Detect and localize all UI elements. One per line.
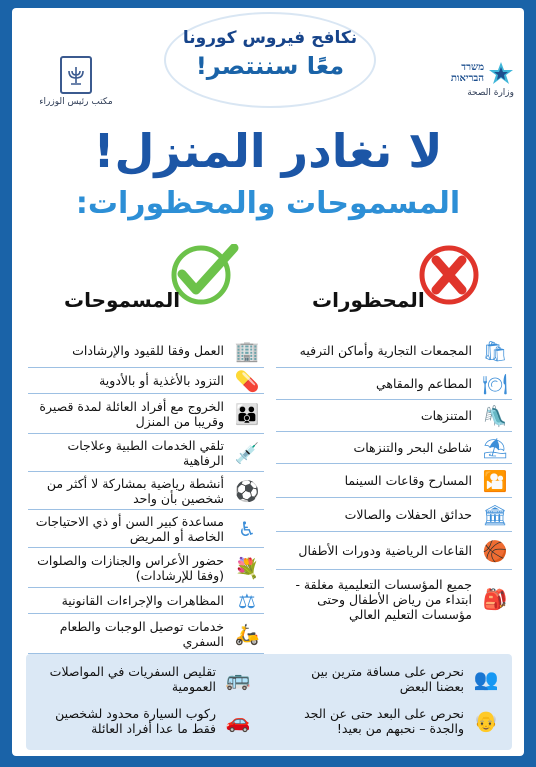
ceremony-icon: 💐	[234, 555, 260, 580]
forbidden-item-text: شاطئ البحر والتنزهات	[353, 440, 472, 455]
bus-icon: 🚌	[225, 667, 251, 691]
guideline-text: نحرص على مسافة مترين بين بعضنا البعض	[311, 664, 464, 694]
poster	[12, 8, 524, 756]
sports-court-icon: 🏀	[482, 538, 508, 563]
moh-hebrew-line-1: משרד	[461, 62, 484, 73]
forbidden-item	[276, 464, 512, 498]
forbidden-item	[276, 532, 512, 570]
two-meters-distance-icon: 👥	[473, 667, 499, 691]
allowed-item-text: العمل وفقا للقيود والإرشادات	[72, 343, 224, 358]
allowed-item	[28, 548, 264, 588]
pm-office-logo	[26, 56, 126, 107]
syringe-icon: 💉	[234, 440, 260, 465]
soccer-ball-icon: ⚽	[234, 478, 260, 503]
hall-building-icon: 🏛	[482, 502, 508, 527]
allowed-item-text: الخروج مع أفراد العائلة لمدة قصيرة وقريبا من المنزل	[39, 398, 224, 429]
guideline-item	[282, 706, 502, 736]
forbidden-heading: المحظورات	[312, 288, 425, 312]
page-subtitle: المسموحات والمحظورات:	[75, 186, 461, 221]
family-walk-icon: 👪	[234, 401, 260, 426]
moh-hebrew-line-2: הבריאות	[450, 73, 484, 84]
forbidden-item	[276, 498, 512, 532]
allowed-item	[28, 510, 264, 548]
shopping-bag-icon: 🛍	[482, 338, 508, 363]
guidelines-box	[26, 654, 512, 750]
menorah-emblem-icon	[60, 56, 92, 94]
forbidden-item-text: جميع المؤسسات التعليمية مغلقة - ابتداء من رياض الأطفال وحتى مؤسسات التعليم العالي	[295, 576, 472, 622]
moh-arabic-label: وزارة الصحة	[467, 88, 514, 98]
forbidden-item	[276, 400, 512, 432]
forbidden-item	[276, 368, 512, 400]
allowed-item	[28, 394, 264, 434]
allowed-list	[28, 334, 264, 654]
allowed-item	[28, 472, 264, 510]
forbidden-list	[276, 334, 512, 628]
office-building-icon: 🏢	[234, 338, 260, 363]
playground-slide-icon: 🛝	[482, 403, 508, 428]
elderly-care-icon: ♿	[238, 516, 256, 541]
forbidden-item-text: حدائق الحفلات والصالات	[344, 507, 472, 522]
guideline-item	[282, 664, 502, 694]
guideline-text: تقليص السفريات في المواصلات العمومية	[49, 664, 216, 694]
forbidden-item	[276, 432, 512, 464]
guideline-item	[34, 664, 254, 694]
forbidden-item-text: المجمعات التجارية وأماكن الترفيه	[299, 343, 472, 358]
slogan-line-2: معًا سننتصر!	[195, 52, 345, 80]
grandparents-icon: 👴	[473, 709, 499, 733]
ministry-of-health-logo	[434, 60, 514, 98]
health-star-icon	[488, 60, 514, 86]
allowed-item-text: التزود بالأغذية أو بالأدوية	[99, 373, 224, 388]
slogan-line-1: نكافح فيروس كورونا	[182, 28, 358, 48]
allowed-heading: المسموحات	[64, 288, 181, 312]
page-title: لا نغادر المنزل!	[93, 124, 443, 178]
allowed-item	[28, 614, 264, 654]
cinema-screen-icon: 🎦	[482, 468, 508, 493]
allowed-item-text: خدمات توصيل الوجبات والطعام السفري	[59, 618, 224, 649]
forbidden-item	[276, 570, 512, 628]
slogan-badge	[164, 12, 376, 108]
allowed-item-text: المظاهرات والإجراءات القانونية	[61, 593, 224, 608]
forbidden-item-text: المتنزهات	[420, 408, 472, 423]
grocery-medicine-icon: 💊	[234, 368, 260, 393]
cutlery-icon: 🍽	[482, 371, 508, 396]
allowed-item	[28, 588, 264, 614]
guideline-text: ركوب السيارة محدود لشخصين فقط ما عدا أفراد العائلة	[55, 706, 216, 736]
forbidden-item	[276, 334, 512, 368]
allowed-item	[28, 434, 264, 472]
allowed-item	[28, 334, 264, 368]
allowed-item-text: أنشطة رياضية بمشاركة لا أكثر من شخصين بأن واحد	[46, 475, 224, 506]
allowed-item	[28, 368, 264, 394]
gavel-icon: ⚖	[238, 588, 256, 613]
guideline-text: نحرص على البعد حتى عن الجد والجدة – نحبهم من بعيد!	[304, 706, 464, 736]
delivery-scooter-icon: 🛵	[234, 621, 260, 646]
allowed-item-text: مساعدة كبير السن أو ذي الاحتياجات الخاصة أو المريض	[35, 513, 224, 544]
beach-umbrella-icon: ⛱	[482, 435, 508, 460]
school-child-icon: 🎒	[482, 587, 508, 611]
forbidden-item-text: المسارح وقاعات السينما	[344, 473, 472, 488]
allowed-item-text: حضور الأعراس والجنازات والصلوات (وفقا للإرشادات)	[37, 552, 224, 583]
car-icon: 🚗	[225, 709, 251, 733]
forbidden-item-text: المطاعم والمقاهي	[375, 376, 472, 391]
forbidden-item-text: القاعات الرياضية ودورات الأطفال	[298, 543, 472, 558]
pm-office-label: مكتب رئيس الوزراء	[39, 97, 113, 107]
guideline-item	[34, 706, 254, 736]
allowed-item-text: تلقي الخدمات الطبية وعلاجات الرفاهية	[67, 437, 224, 468]
